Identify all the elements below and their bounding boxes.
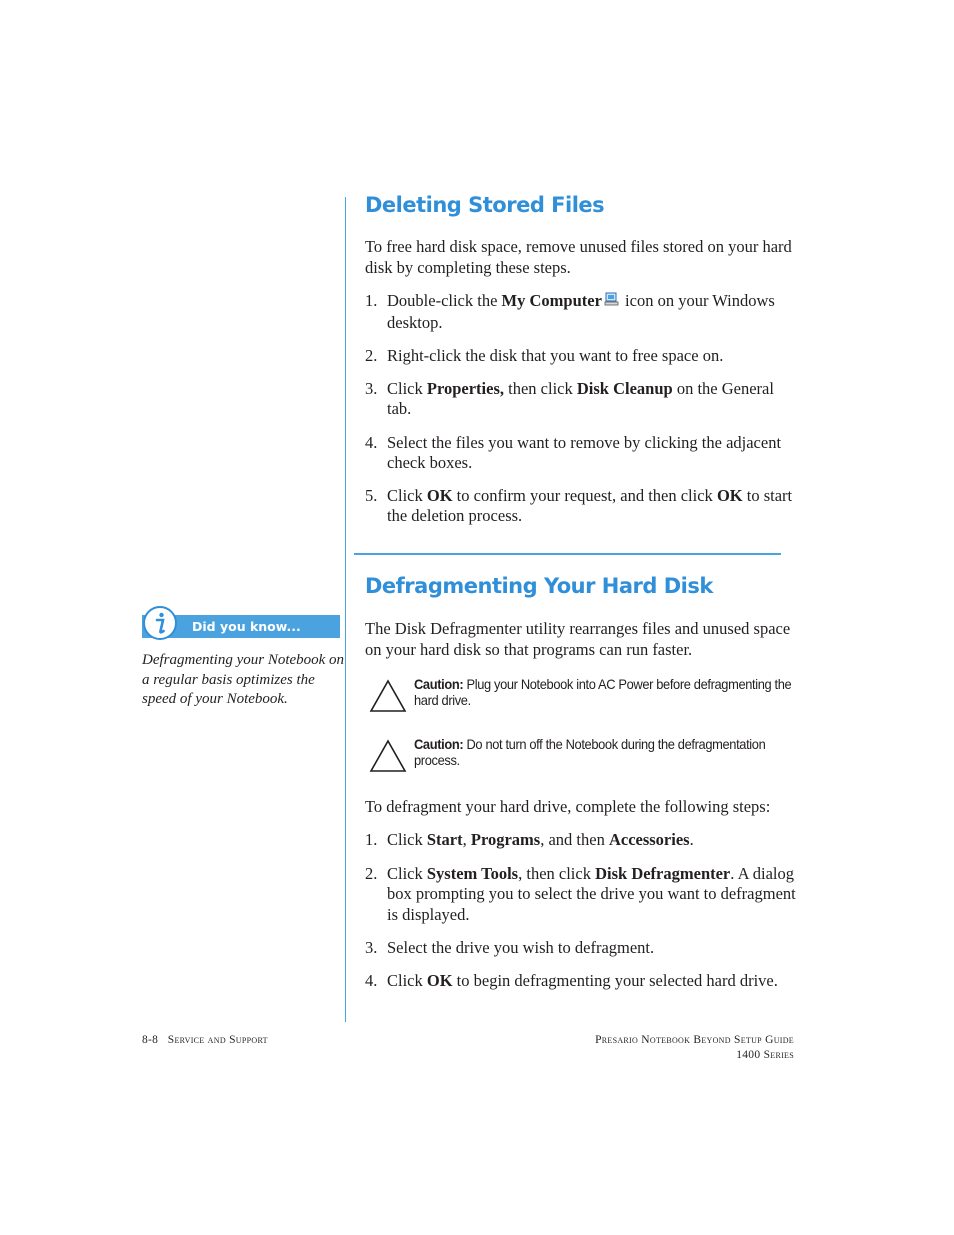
did-you-know-text: Defragmenting your Notebook on a regular basis optimizes the speed of your Notebook.	[142, 652, 345, 707]
defrag-steps-list	[365, 830, 797, 991]
section-heading-deleting-files: Deleting Stored Files	[365, 193, 605, 217]
did-you-know-label: Did you know...	[192, 619, 301, 634]
steps-lead: To defragment your hard drive, complete the following steps:	[365, 797, 771, 816]
list-item: 3. Select the drive you wish to defragment.	[365, 938, 655, 957]
info-icon	[142, 605, 178, 641]
section-heading-defragmenting: Defragmenting Your Hard Disk	[365, 574, 713, 598]
footer-right	[595, 1033, 794, 1063]
list-item: 1. Click Start, Programs, and then Accessories.	[365, 830, 694, 849]
footer-title: Presario Notebook Beyond Setup Guide	[595, 1034, 794, 1046]
footer-series: 1400 Series	[736, 1049, 794, 1061]
section-intro: The Disk Defragmenter utility rearranges files and unused space on your hard disk so that programs can run faster.	[365, 619, 791, 659]
list-item: 4. Click OK to begin defragmenting your selected hard drive.	[365, 970, 778, 990]
caution-note: Caution: Plug your Notebook into AC Power before defragmenting the hard drive.	[369, 676, 799, 708]
list-item: 4. Select the files you want to remove by clicking the adjacent check boxes.	[365, 432, 782, 472]
vertical-divider	[345, 197, 346, 1022]
section-intro: To free hard disk space, remove unused files stored on your hard disk by completing these steps.	[365, 237, 792, 277]
list-item: 5. Click OK to confirm your request, and then click OK to start the deletion process.	[365, 485, 793, 525]
section-divider	[354, 553, 781, 555]
list-item: 2. Right-click the disk that you want to free space on.	[365, 346, 724, 365]
page-number: 8-8	[142, 1034, 159, 1046]
footer-left	[142, 1033, 268, 1048]
caution-note: Caution: Do not turn off the Notebook during the defragmentation process.	[369, 736, 799, 768]
list-item: 3. Click Properties, then click Disk Cleanup on the General tab.	[365, 378, 774, 418]
caution-triangle-icon	[369, 679, 407, 713]
my-computer-icon	[604, 292, 619, 313]
caution-triangle-icon	[369, 739, 407, 773]
list-item: 1. Double-click the My Computer icon on your Windows desktop.	[365, 291, 775, 332]
list-item: 2. Click System Tools, then click Disk Defragmenter. A dialog box prompting you to select the drive you want to defragment is displayed.	[365, 863, 796, 924]
deleting-steps-list	[365, 291, 797, 527]
footer-section: Service and Support	[167, 1034, 268, 1046]
